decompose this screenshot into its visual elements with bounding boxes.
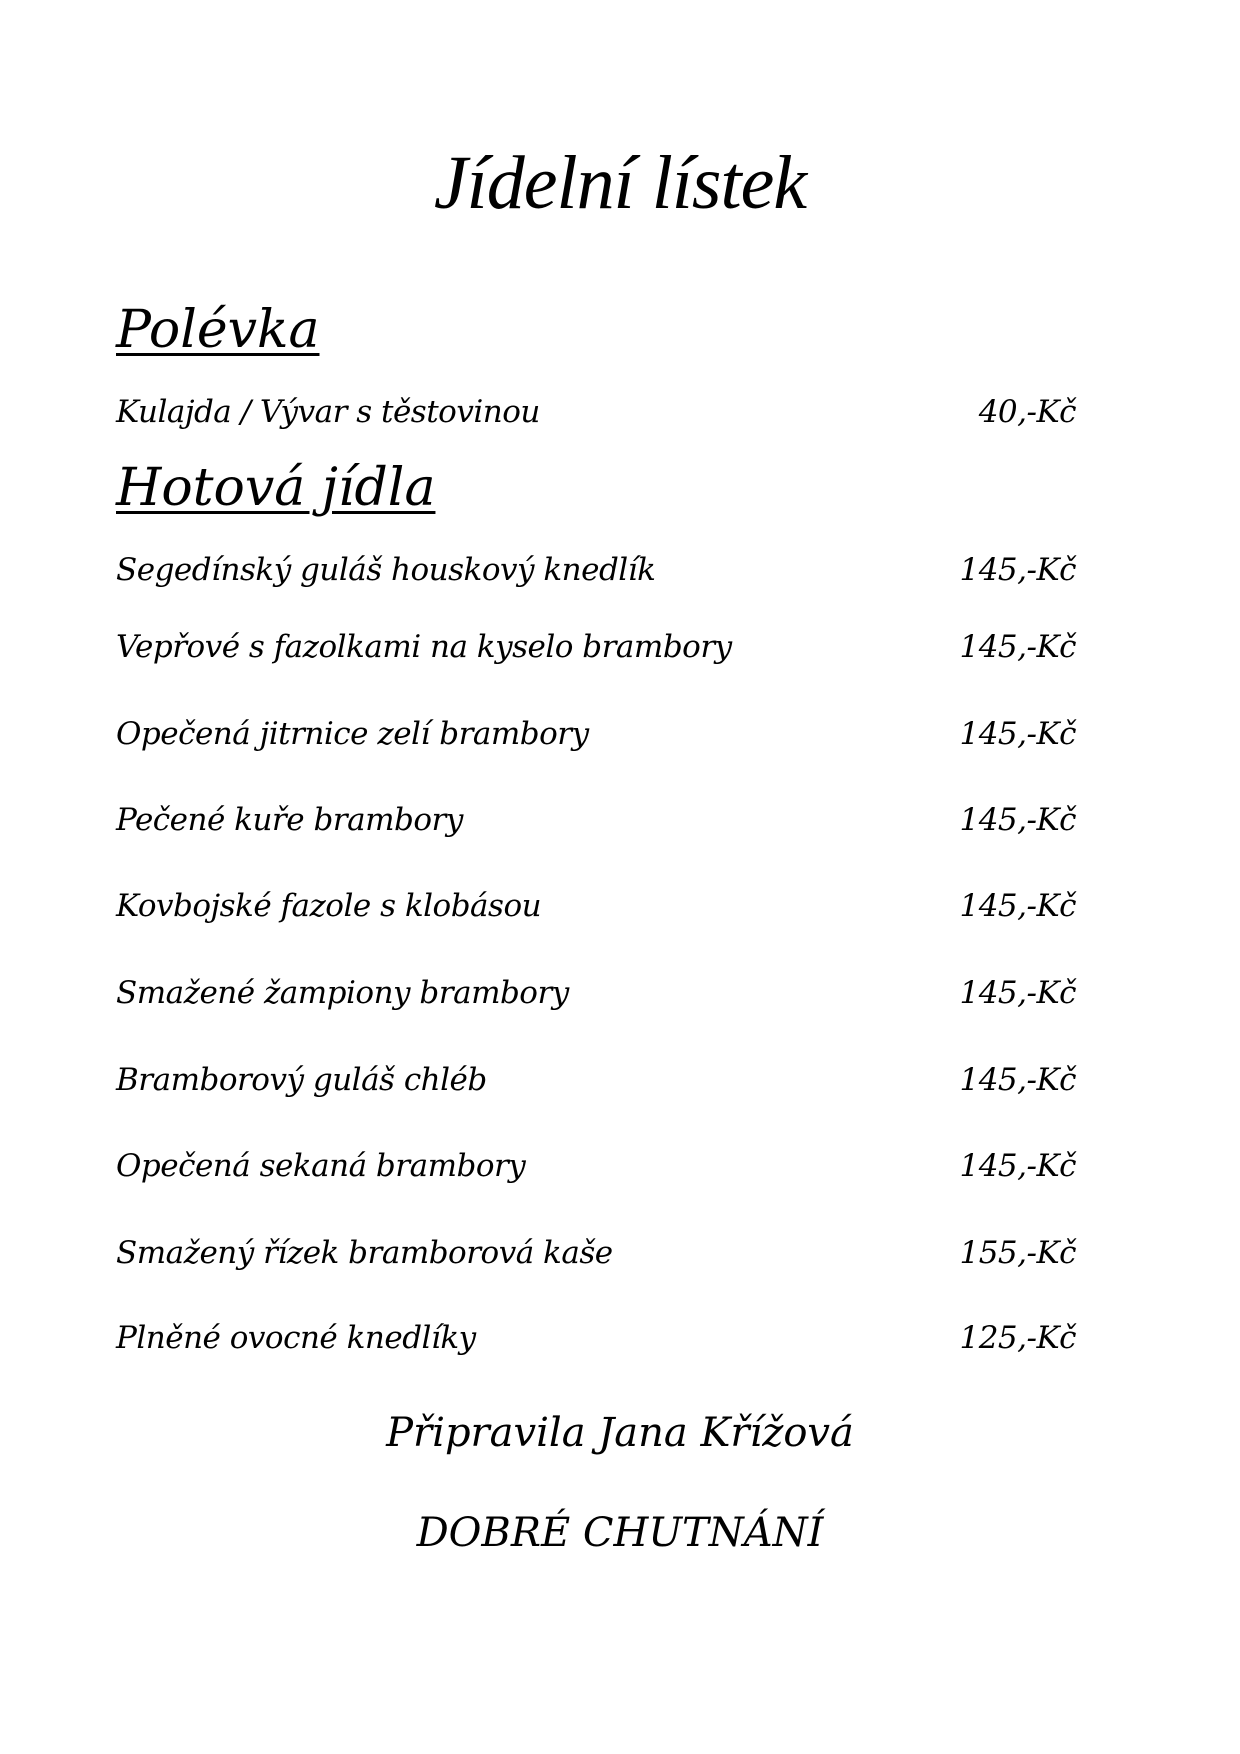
menu-item xyxy=(116,1148,1076,1198)
menu-item-name: Kovbojské fazole s klobásou xyxy=(116,888,542,924)
menu-item xyxy=(116,1320,1076,1370)
menu-item-price: 145,-Kč xyxy=(959,1062,1076,1098)
menu-item-price: 155,-Kč xyxy=(959,1235,1076,1271)
prepared-by: Připravila Jana Křížová xyxy=(386,1410,854,1456)
menu-item xyxy=(116,888,1076,938)
menu-item-name: Opečená sekaná brambory xyxy=(116,1148,526,1184)
menu-item-price: 145,-Kč xyxy=(959,975,1076,1011)
greeting: DOBRÉ CHUTNÁNÍ xyxy=(416,1510,824,1556)
menu-item-price: 145,-Kč xyxy=(959,1148,1076,1184)
menu-item-name: Smažené žampiony brambory xyxy=(116,975,569,1011)
menu-item xyxy=(116,716,1076,766)
menu-item-price: 145,-Kč xyxy=(959,888,1076,924)
menu-title: Jídelní lístek xyxy=(433,141,807,225)
menu-item-name: Bramborový guláš chléb xyxy=(116,1062,487,1098)
menu-item-soup xyxy=(116,394,1076,444)
section-heading-soup: Polévka xyxy=(116,300,320,360)
menu-item-price: 125,-Kč xyxy=(959,1320,1076,1356)
menu-item-name: Pečené kuře brambory xyxy=(116,802,463,838)
menu-item xyxy=(116,1235,1076,1285)
menu-item-name: Smažený řízek bramborová kaše xyxy=(116,1235,613,1271)
menu-item-price: 145,-Kč xyxy=(959,716,1076,752)
menu-item-name: Opečená jitrnice zelí brambory xyxy=(116,716,589,752)
section-heading-mains: Hotová jídla xyxy=(116,458,436,518)
menu-item-name: Vepřové s fazolkami na kyselo brambory xyxy=(116,629,732,665)
menu-item xyxy=(116,629,1076,679)
menu-item xyxy=(116,802,1076,852)
menu-item xyxy=(116,1062,1076,1112)
menu-item xyxy=(116,975,1076,1025)
menu-item-name: Plněné ovocné knedlíky xyxy=(116,1320,476,1356)
menu-item-price: 40,-Kč xyxy=(978,394,1076,430)
menu-item-price: 145,-Kč xyxy=(959,802,1076,838)
menu-item-name: Kulajda / Vývar s těstovinou xyxy=(116,394,540,430)
menu-item-price: 145,-Kč xyxy=(959,552,1076,588)
menu-item xyxy=(116,552,1076,602)
menu-item-price: 145,-Kč xyxy=(959,629,1076,665)
menu-item-name: Segedínský guláš houskový knedlík xyxy=(116,552,656,588)
